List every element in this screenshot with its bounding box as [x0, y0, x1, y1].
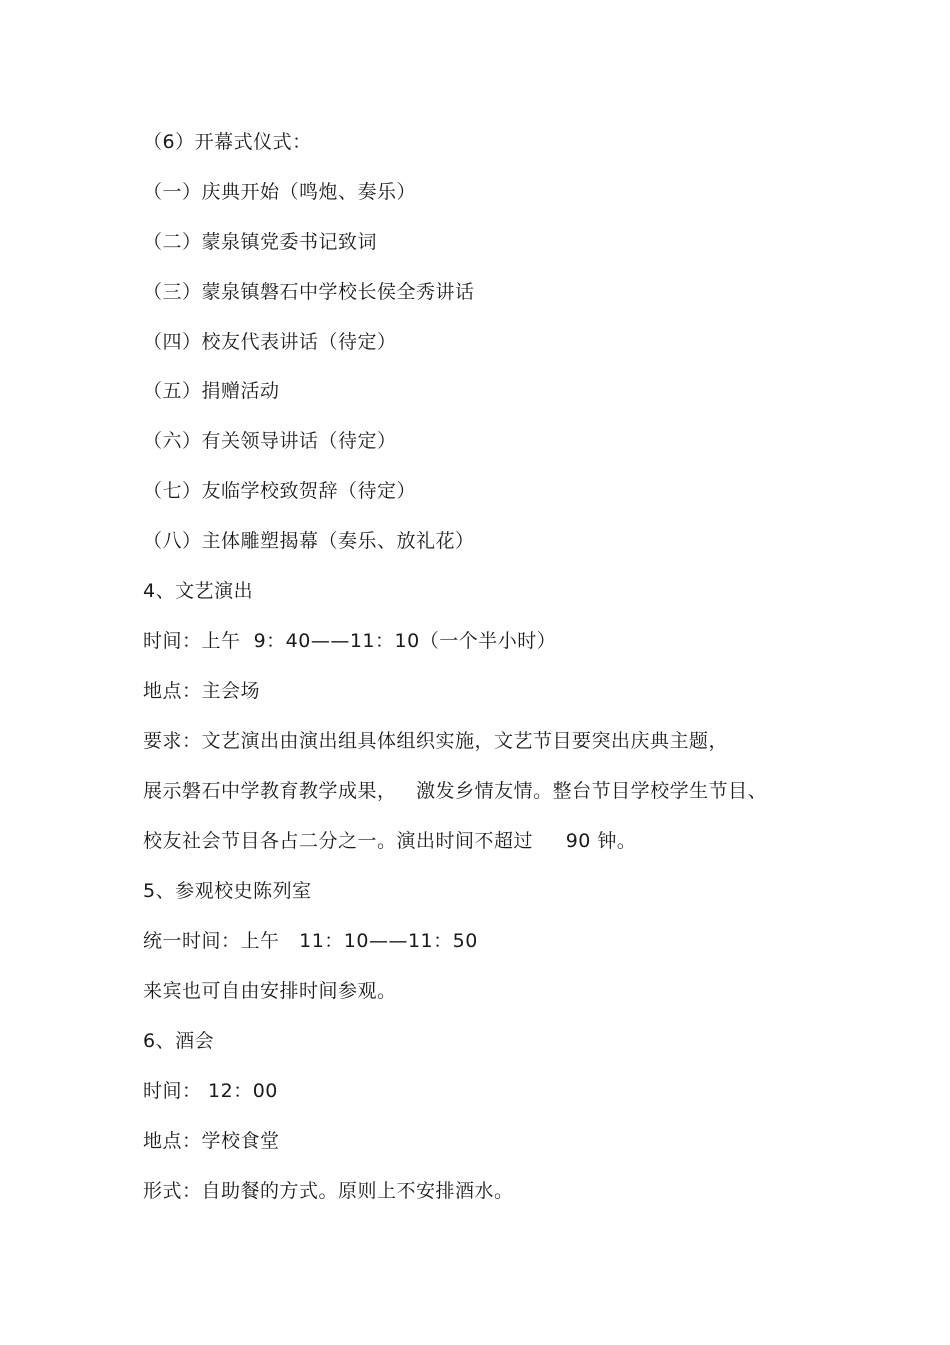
ceremony-heading: （6）开幕式仪式：: [143, 131, 312, 153]
ceremony-item-6: （六）有关领导讲话（待定）: [143, 430, 397, 452]
reception-time: 时间： 12：00: [143, 1080, 278, 1102]
history-room-note: 来宾也可自由安排时间参观。: [143, 980, 397, 1002]
reception-format: 形式：自助餐的方式。原则上不安排酒水。: [143, 1180, 514, 1202]
ceremony-item-1: （一）庆典开始（鸣炮、奏乐）: [143, 181, 417, 203]
ceremony-item-5: （五）捐赠活动: [143, 380, 280, 402]
performance-requirement-line-1: 要求：文艺演出由演出组具体组织实施，文艺节目要突出庆典主题，: [143, 730, 729, 752]
performance-location: 地点：主会场: [143, 680, 261, 702]
reception-location: 地点：学校食堂: [143, 1130, 280, 1152]
section-history-room-heading: 5、参观校史陈列室: [143, 880, 312, 902]
ceremony-item-3: （三）蒙泉镇磐石中学校长侯全秀讲话: [143, 281, 475, 303]
performance-requirement-line-2: 展示磐石中学教育教学成果， 激发乡情友情。整台节目学校学生节目、: [143, 780, 768, 802]
history-room-time: 统一时间：上午 11：10——11：50: [143, 930, 478, 952]
ceremony-item-2: （二）蒙泉镇党委书记致词: [143, 231, 378, 253]
section-reception-heading: 6、酒会: [143, 1030, 215, 1052]
ceremony-item-4: （四）校友代表讲话（待定）: [143, 331, 397, 353]
ceremony-item-7: （七）友临学校致贺辞（待定）: [143, 480, 417, 502]
section-performance-heading: 4、文艺演出: [143, 580, 254, 602]
ceremony-item-8: （八）主体雕塑揭幕（奏乐、放礼花）: [143, 530, 475, 552]
performance-requirement-line-3: 校友社会节目各占二分之一。演出时间不超过 90 钟。: [143, 830, 637, 852]
performance-time: 时间：上午 9：40——11：10（一个半小时）: [143, 630, 557, 652]
